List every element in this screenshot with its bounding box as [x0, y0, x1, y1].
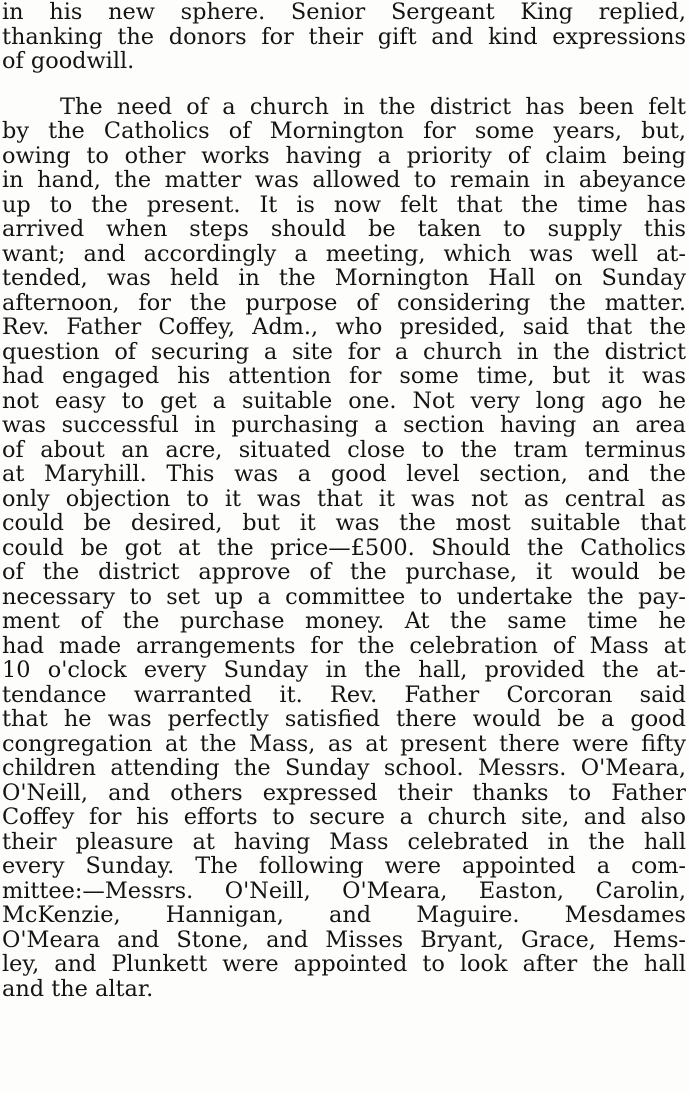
paragraph-1	[2, 0, 686, 74]
text-line: mittee:—Messrs. O'Neill, O'Meara, Easton, Carolin,	[2, 878, 686, 903]
text-line: at Maryhill. This was a good level section, and the	[2, 462, 686, 487]
text-line: had engaged his attention for some time, but it was	[2, 364, 686, 389]
text-line: that he was perfectly satisfied there would be a good	[2, 707, 686, 732]
text-line: was successful in purchasing a section having an area	[2, 413, 686, 438]
text-line: children attending the Sunday school. Messrs. O'Meara,	[2, 756, 686, 781]
text-line: 10 o'clock every Sunday in the hall, provided the at-	[2, 658, 686, 683]
text-line: O'Meara and Stone, and Misses Bryant, Grace, Hems-	[2, 927, 686, 952]
text-line: The need of a church in the district has been felt	[60, 94, 686, 119]
text-line: O'Neill, and others expressed their thanks to Father	[2, 780, 686, 805]
text-line: Coffey for his efforts to secure a church site, and also	[2, 805, 686, 830]
text-line: tended, was held in the Mornington Hall on Sunday	[2, 266, 686, 291]
text-line: their pleasure at having Mass celebrated in the hall	[2, 829, 686, 854]
text-line: owing to other works having a priority of claim being	[2, 143, 686, 168]
text-line: only objection to it was that it was not as central as	[2, 486, 686, 511]
text-line: ment of the purchase money. At the same time he	[2, 609, 686, 634]
text-line: in hand, the matter was allowed to remain in abeyance	[2, 168, 686, 193]
text-line: of goodwill.	[2, 49, 135, 74]
text-line: tendance warranted it. Rev. Father Corcoran said	[2, 682, 686, 707]
text-line: Rev. Father Coffey, Adm., who presided, said that the	[2, 315, 686, 340]
text-line: thanking the donors for their gift and kind expressions	[2, 24, 686, 49]
text-line: congregation at the Mass, as at present there were fifty	[2, 731, 686, 756]
text-line: McKenzie, Hannigan, and Maguire. Mesdames	[2, 903, 686, 928]
text-line: of the district approve of the purchase, it would be	[2, 560, 686, 585]
text-line: could be got at the price—£500. Should the Catholics	[2, 535, 686, 560]
paragraph-gap	[2, 74, 686, 95]
text-line: want; and accordingly a meeting, which was well at-	[2, 241, 686, 266]
article-column	[2, 0, 686, 1001]
text-line: arrived when steps should be taken to supply this	[2, 217, 686, 242]
text-line: and the altar.	[2, 976, 154, 1001]
paragraph-2	[2, 95, 686, 1002]
text-line: up to the present. It is now felt that the time has	[2, 192, 686, 217]
text-line: not easy to get a suitable one. Not very long ago he	[2, 388, 686, 413]
text-line: in his new sphere. Senior Sergeant King replied,	[2, 0, 686, 25]
text-line: necessary to set up a committee to undertake the pay-	[2, 584, 686, 609]
text-line: afternoon, for the purpose of considering the matter.	[2, 290, 686, 315]
text-line: could be desired, but it was the most suitable that	[2, 511, 686, 536]
text-line: by the Catholics of Mornington for some years, but,	[2, 119, 686, 144]
text-line: question of securing a site for a church in the district	[2, 339, 686, 364]
text-line: every Sunday. The following were appointed a com-	[2, 854, 686, 879]
text-line: had made arrangements for the celebration of Mass at	[2, 633, 686, 658]
text-line: of about an acre, situated close to the tram terminus	[2, 437, 686, 462]
text-line: ley, and Plunkett were appointed to look after the hall	[2, 952, 686, 977]
